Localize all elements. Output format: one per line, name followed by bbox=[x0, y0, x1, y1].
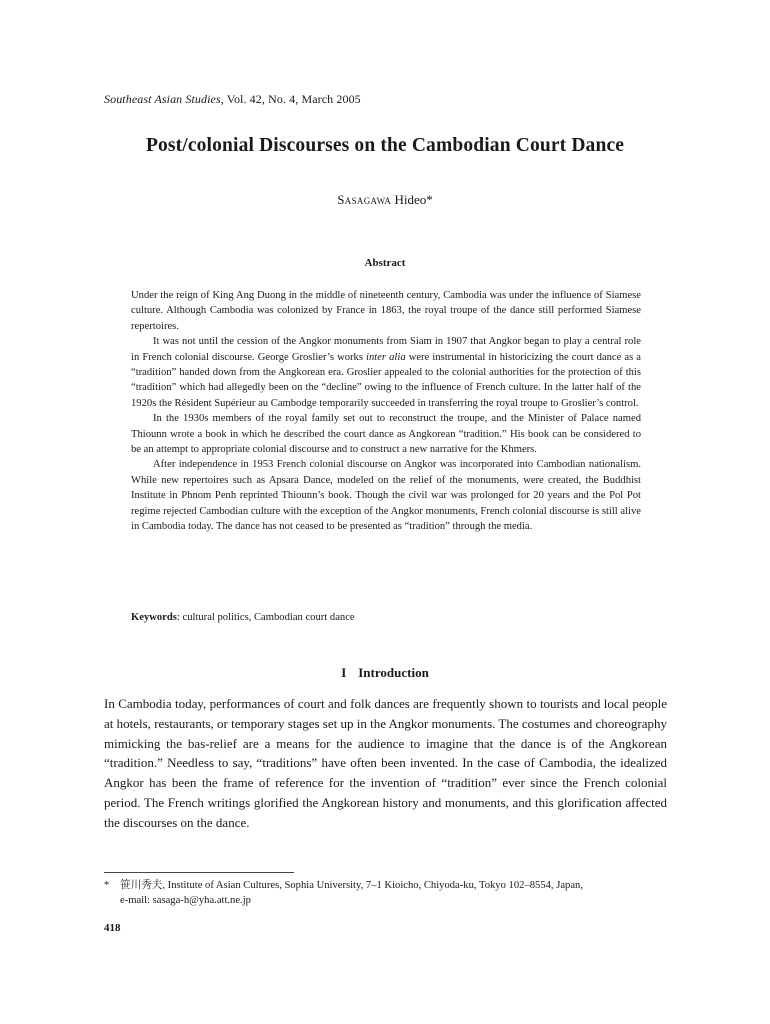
author bbox=[0, 192, 770, 208]
footnote bbox=[104, 878, 674, 908]
abstract-p2-before: It was not until the cession of the Angkor monuments from Siam in 1907 that Angkor began to play a central role in French colonial discourse. George Groslier’s works bbox=[131, 336, 641, 363]
author-surname: Sasagawa bbox=[337, 192, 392, 207]
journal-details: , Vol. 42, No. 4, March 2005 bbox=[220, 92, 361, 106]
footnote-mark: * bbox=[104, 880, 110, 891]
paper-title: Post/colonial Discourses on the Cambodian Court Dance bbox=[145, 135, 625, 156]
footnote-line-1 bbox=[104, 878, 674, 893]
journal-name: Southeast Asian Studies bbox=[104, 92, 221, 106]
keywords bbox=[131, 612, 355, 623]
abstract-p2-italic: inter alia bbox=[366, 351, 406, 363]
footnote-email: e-mail: sasaga-h@yha.att.ne.jp bbox=[120, 895, 251, 906]
keywords-text: : cultural politics, Cambodian court dance bbox=[176, 612, 355, 623]
abstract-paragraph-2 bbox=[131, 334, 641, 411]
abstract-heading: Abstract bbox=[364, 257, 406, 269]
introduction-body bbox=[104, 694, 667, 833]
intro-paragraph: In Cambodia today, performances of court and folk dances are frequently shown to tourists and local people at hotels, restaurants, or temporary stages set up in the Angkor monuments. The costumes and choreography mimicking the bas-relief are a means for the audience to imagine that the dance is of the Angkorean “tradition.” Needless to say, “traditions” have often been invented. In the case of Cambodia, the idealized Angkor has been the frame of reference for the invention of “tradition” ever since the French colonial period. The French writings glorified the Angkorean history and monuments, and this glorification affected the discourses on the dance. bbox=[104, 696, 667, 830]
keywords-label: Keywords bbox=[131, 612, 177, 623]
abstract-p2-after: were instrumental in historicizing the court dance as a “tradition” handed down from the Angkorean era. Groslier appealed to the colonial authorities for the protection of this “tradition” which had allegedly been on the “decline” owing to the influence of French culture. In the latter half of the 1920s the Résident Supérieur au Cambodge temporarily succeeded in transferring the royal troupe to Groslier’s control. bbox=[131, 351, 641, 409]
section-title: Introduction bbox=[358, 665, 429, 680]
abstract-paragraph-3: In the 1930s members of the royal family set out to reconstruct the troupe, and the Minister of Palace named Thiounn wrote a book in which he described the court dance as Angkorean “tradition.” His book can be considered to be an attempt to appropriate colonial discourse and to construct a new narrative for the Khmers. bbox=[131, 413, 641, 456]
abstract-paragraph-4: After independence in 1953 French colonial discourse on Angkor was incorporated into Cambodian nationalism. While new repertoires such as Apsara Dance, modeled on the relief of the monuments, were created, the Buddhist Institute in Phnom Penh reprinted Thiounn’s book. Though the civil war was prolonged for 20 years and the Pol Pot regime rejected Cambodian culture with the exception of the Angkor monuments, French colonial discourse is still alive in Cambodia today. The dance has not ceased to be presented as “tradition” through the media. bbox=[131, 459, 641, 533]
footnote-affiliation: 笹川秀夫, Institute of Asian Cultures, Sophia University, 7–1 Kioicho, Chiyoda-ku, Tokyo 102–8554, Japan, bbox=[120, 880, 583, 891]
section-number: I bbox=[341, 665, 347, 680]
section-heading bbox=[0, 665, 770, 681]
abstract-paragraph-1: Under the reign of King Ang Duong in the middle of nineteenth century, Cambodia was under the influence of Siamese culture. Although Cambodia was colonized by France in 1863, the royal troupe of the dance still performed Siamese repertoires. bbox=[131, 290, 641, 332]
page-number: 418 bbox=[104, 922, 121, 934]
footnote-divider bbox=[104, 872, 294, 873]
abstract-body bbox=[131, 288, 641, 535]
author-given-name: Hideo* bbox=[391, 192, 433, 207]
journal-citation bbox=[104, 92, 361, 107]
